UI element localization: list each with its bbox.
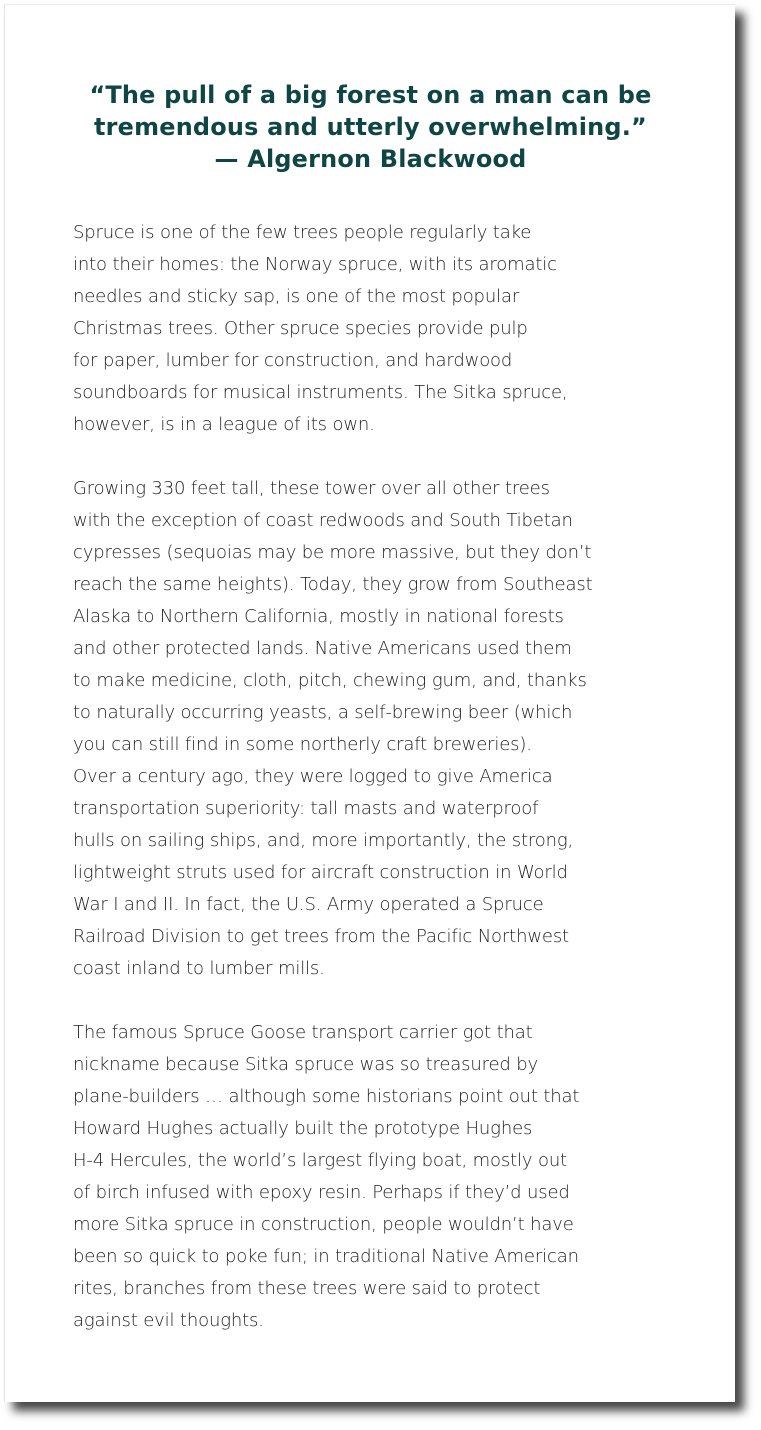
paragraph-2 xyxy=(73,473,683,985)
text-line: and other protected lands. Native Americans used them xyxy=(73,638,572,659)
article-body xyxy=(73,217,683,1369)
quote-attribution: — Algernon Blackwood xyxy=(214,145,527,173)
text-line: needles and sticky sap, is one of the most popular xyxy=(73,286,520,307)
text-line: transportation superiority: tall masts and waterproof xyxy=(73,798,539,819)
text-line: Growing 330 feet tall, these tower over all other trees xyxy=(73,478,550,499)
text-line: soundboards for musical instruments. The Sitka spruce, xyxy=(73,382,568,403)
text-line: rites, branches from these trees were said to protect xyxy=(73,1278,541,1299)
text-line: plane-builders … although some historians point out that xyxy=(73,1086,580,1107)
text-line: hulls on sailing ships, and, more importantly, the strong, xyxy=(73,830,574,851)
text-line: Howard Hughes actually built the prototype Hughes xyxy=(73,1118,533,1139)
text-line: you can still find in some northerly craft breweries). xyxy=(73,734,532,755)
text-line: Christmas trees. Other spruce species provide pulp xyxy=(73,318,528,339)
text-line: of birch infused with epoxy resin. Perhaps if they’d used xyxy=(73,1182,570,1203)
text-line: War I and II. In fact, the U.S. Army operated a Spruce xyxy=(73,894,544,915)
text-line: more Sitka spruce in construction, people wouldn’t have xyxy=(73,1214,574,1235)
paragraph-1 xyxy=(73,217,683,441)
text-line: however, is in a league of its own. xyxy=(73,414,375,435)
document-page xyxy=(4,4,735,1402)
text-line: to make medicine, cloth, pitch, chewing gum, and, thanks xyxy=(73,670,587,691)
text-line: reach the same heights). Today, they grow from Southeast xyxy=(73,574,593,595)
quote-line: “The pull of a big forest on a man can be xyxy=(89,81,652,109)
epigraph-quote xyxy=(5,79,736,175)
text-line: Alaska to Northern California, mostly in national forests xyxy=(73,606,564,627)
text-line: Spruce is one of the few trees people regularly take xyxy=(73,222,532,243)
text-line: been so quick to poke fun; in traditional Native American xyxy=(73,1246,579,1267)
text-line: for paper, lumber for construction, and hardwood xyxy=(73,350,513,371)
text-line: cypresses (sequoias may be more massive, but they don’t xyxy=(73,542,592,563)
text-line: coast inland to lumber mills. xyxy=(73,958,325,979)
paragraph-3 xyxy=(73,1017,683,1337)
text-line: H-4 Hercules, the world’s largest flying boat, mostly out xyxy=(73,1150,567,1171)
text-line: with the exception of coast redwoods and South Tibetan xyxy=(73,510,573,531)
text-line: nickname because Sitka spruce was so treasured by xyxy=(73,1054,539,1075)
text-line: Over a century ago, they were logged to give America xyxy=(73,766,553,787)
quote-line: tremendous and utterly overwhelming.” xyxy=(94,113,647,141)
text-line: Railroad Division to get trees from the Pacific Northwest xyxy=(73,926,569,947)
text-line: against evil thoughts. xyxy=(73,1310,264,1331)
text-line: to naturally occurring yeasts, a self-brewing beer (which xyxy=(73,702,573,723)
text-line: The famous Spruce Goose transport carrier got that xyxy=(73,1022,533,1043)
text-line: into their homes: the Norway spruce, with its aromatic xyxy=(73,254,557,275)
text-line: lightweight struts used for aircraft construction in World xyxy=(73,862,568,883)
